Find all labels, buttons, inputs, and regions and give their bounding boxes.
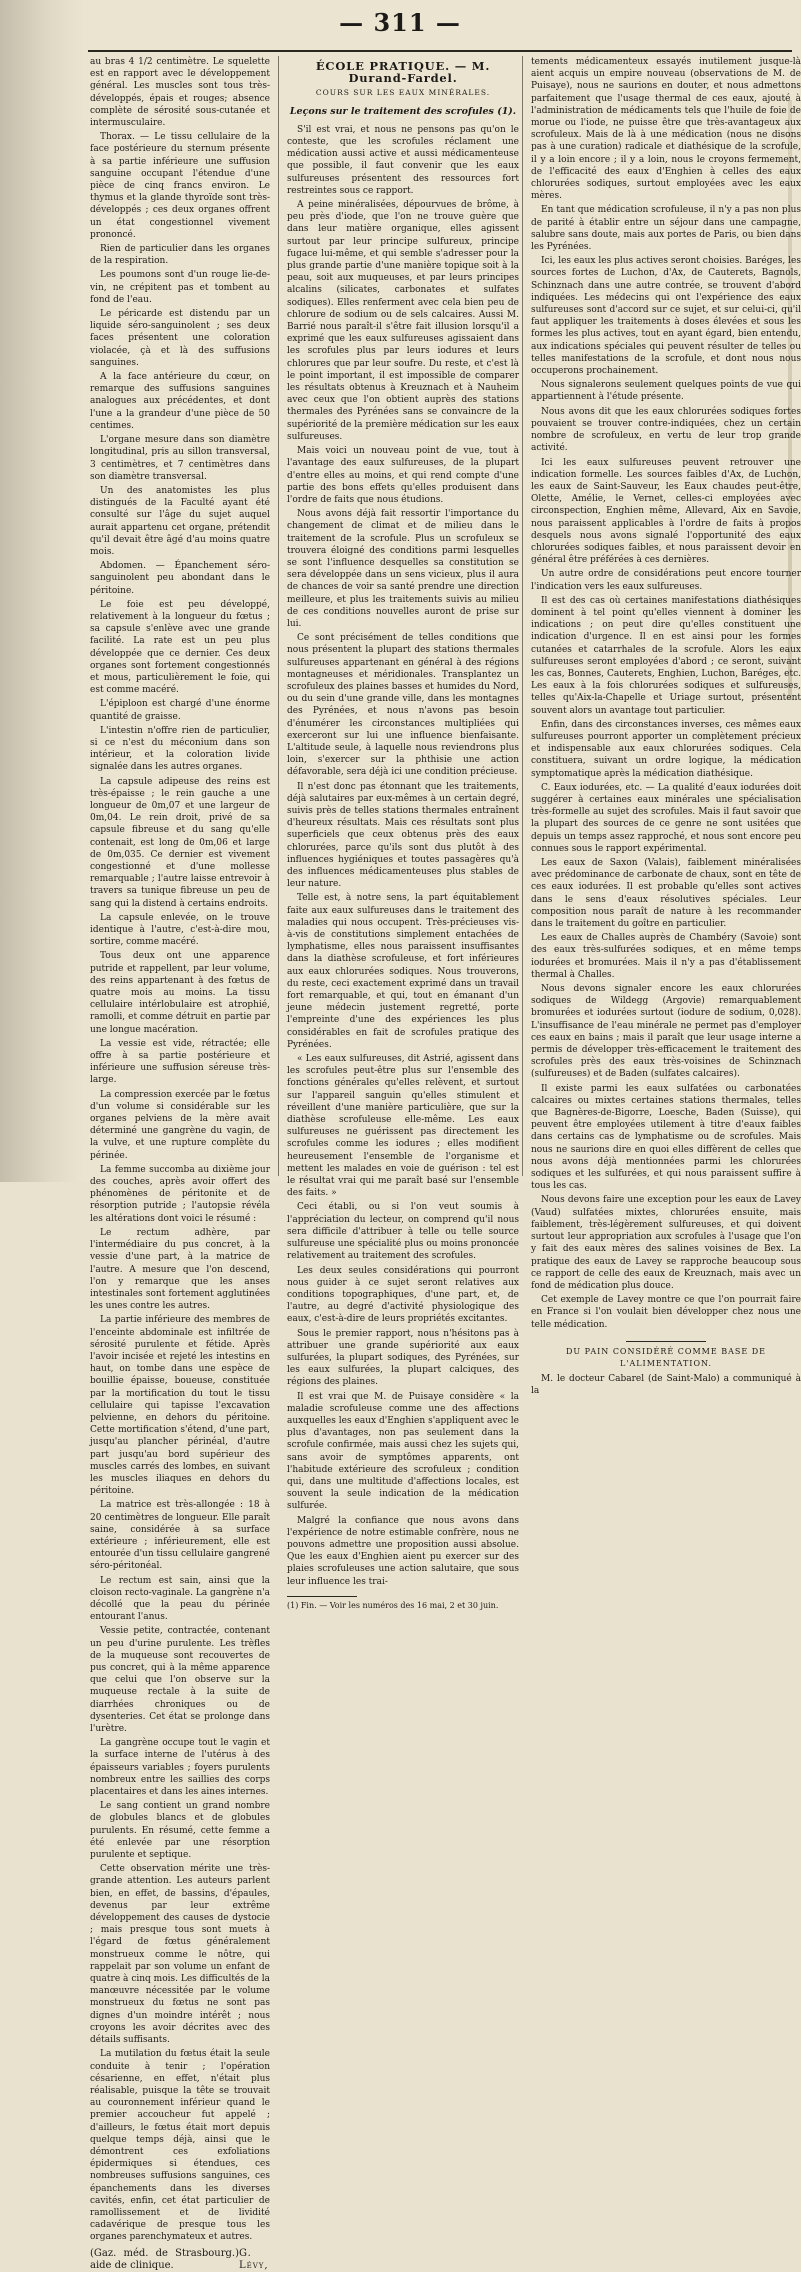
paragraph: Nous signalerons seulement quelques points de vue qui appartiennent à l'étude présente. [531, 380, 801, 403]
paragraph: Les eaux de Saxon (Valais), faiblement minéralisées avec prédominance de carbonate de chaux, sont en tête de ces eaux iodurées. Il est probable qu'elles sont actives dans le sens d'eaux résolutives spéciales. Leur composition nous paraît de nature à les recommander dans le traitement du goître en particulier. [531, 858, 801, 930]
column-left [90, 56, 270, 2271]
paragraph: La capsule enlevée, on le trouve identique à l'autre, c'est-à-dire mou, sortire, comme macéré. [90, 912, 270, 948]
paragraph: La gangrène occupe tout le vagin et la surface interne de l'utérus à des épaisseurs variables ; foyers purulents nombreux entre les saillies des corps placentaires et dans les aines internes. [90, 1738, 270, 1798]
next-section-title: DU PAIN CONSIDÉRÉ COMME BASE DE L'ALIMENTATION. [565, 1346, 767, 1368]
section-title: ÉCOLE PRATIQUE. — M. Durand-Fardel. [315, 59, 491, 86]
paragraph: Il est vrai que M. de Puisaye considère « la maladie scrofuleuse comme une des affections auxquelles les eaux d'Enghien s'appliquent avec le plus d'avantages, non pas seulement dans la scrofule confirmée, mais aussi chez les sujets qui, sans avoir de symptômes apparents, ont l'habitude extérieure des scrofuleux ; condition qui, dans une multitude d'affections locales, est souvent la seule indication de la médication sulfurée. [287, 1391, 519, 1512]
paragraph: Sous le premier rapport, nous n'hésitons pas à attribuer une grande supériorité aux eaux sulfurées, la plupart sodiques, des Pyrénées, sur les eaux sulfurées, la plupart calciques, des régions des plaines. [287, 1328, 519, 1388]
paragraph: Thorax. — Le tissu cellulaire de la face postérieure du sternum présente à sa partie inférieure une suffusion sanguine occupant l'étendue d'une pièce de cinq francs environ. Le thymus et la glande thyroïde sont très-développés ; ces deux organes offrent un état congestionnel vivement prononcé. [90, 132, 270, 240]
paragraph: Rien de particulier dans les organes de la respiration. [90, 244, 270, 267]
header-rule [88, 50, 792, 52]
paragraph: L'organe mesure dans son diamètre longitudinal, pris au sillon transversal, 3 centimètres, et 7 centimètres dans son diamètre transversal. [90, 435, 270, 482]
lecture-title: Leçons sur le traitement des scrofules (1). [289, 105, 517, 117]
footnote: (1) Fin. — Voir les numéros des 16 mai, 2 et 30 juin. [287, 1600, 499, 1610]
paragraph: Le sang contient un grand nombre de globules blancs et de globules purulents. En résumé, cette femme a été enlevée par une résorption purulente et septique. [90, 1801, 270, 1861]
paragraph: En tant que médication scrofuleuse, il n'y a pas non plus de parité à établir entre un séjour dans une campagne, salubre sans doute, mais aux portes de Paris, ou bien dans les Pyrénées. [531, 205, 801, 253]
paragraph: Le foie est peu développé, relativement à la longueur du fœtus ; sa capsule s'enlève avec une grande facilité. La rate est un peu plus développée que ce dernier. Ces deux organes sont fortement congestionnés et mous, particulièrement le foie, qui est comme macéré. [90, 599, 270, 696]
paragraph: Abdomen. — Épanchement séro-sanguinolent peu abondant dans le péritoine. [90, 561, 270, 596]
paragraph: Ce sont précisément de telles conditions que nous présentent la plupart des stations thermales sulfureuses appartenant en général à des régions montagneuses et méridionales. Transplantez un scrofuleux des plaines basses et humides du Nord, ou du sein d'une grande ville, dans les montagnes des Pyrénées, et nous n'avons pas besoin d'énumérer les circonstances multipliées qui exerceront sur lui une influence bienfaisante. L'altitude seule, à laquelle nous reviendrons plus loin, s'exercer sur la phthisie une action défavorable, sera déjà ici une condition précieuse. [287, 633, 519, 778]
paragraph: Tous deux ont une apparence putride et rappellent, par leur volume, des reins appartenant à des fœtus de quatre mois au moins. La tissu cellulaire intérlobulaire est atrophié, ramolli, et comme détruit en partie par une longue macération. [90, 951, 270, 1035]
column-middle [278, 56, 519, 1610]
paragraph: A peine minéralisées, dépourvues de brôme, à peu près d'iode, que l'on ne trouve guère que dans leur matière organique, elles agissent surtout par leur principe sulfureux, principe fugace lui-même, et qui semble s'adresser pour la plus grande partie d'une manière topique soit à la peau, soit aux muqueuses, et par leurs principes alcalins (silicates, carbonates et sulfates sodiques). Elles renferment avec cela bien peu de chlorure de sodium ou de sels calcaires. Aussi M. Barrié nous paraît-il s'être fait illusion lorsqu'il a exprimé que les eaux sulfureuses agissaient dans les scrofules plus par leurs iodures et leurs chlorures que par leur soufre. Du reste, et c'est là le point important, il est impossible de comparer les résultats obtenus à Kreuznach et à Nauheim avec ceux que l'on obtient auprès des stations thermales des Pyrénées sans se convaincre de la supériorité de la première médication sur les eaux sulfureuses. [287, 200, 519, 442]
column-right-body [531, 56, 801, 1331]
paragraph: L'épiploon est chargé d'une énorme quantité de graisse. [90, 699, 270, 722]
paragraph: L'intestin n'offre rien de particulier, si ce n'est du méconium dans son intérieur, et la coloration livide signalée dans les autres organes. [90, 725, 270, 773]
paragraph: Ici les eaux sulfureuses peuvent retrouver une indication formelle. Les sources faibles d'Ax, de Luchon, les eaux de Saint-Sauveur, les Eaux chaudes peut-être, Olette, Amélie, le Vernet, celles-ci employées avec circonspection, Enghien même, Allevard, Aix en Savoie, nous paraissent applicables à l'ordre de faits à propos desquels nous avons signalé l'opportunité des eaux chlorurées sodiques faibles, et nous paraissent devoir en général être préférées à ces dernières. [531, 457, 801, 566]
paragraph: Un autre ordre de considérations peut encore tourner l'indication vers les eaux sulfureuses. [531, 569, 801, 592]
paragraph: Il n'est donc pas étonnant que les traitements, déjà salutaires par eux-mêmes à un certain degré, suivis près de telles stations thermales entraînent d'heureux résultats. Mais ces résultats sont plus superficiels que ceux obtenus près des eaux chlorurées, parce qu'ils sont dus plutôt à des influences hygiéniques et toutes passagères qu'à des influences médicamenteuses plus stables de leur nature. [287, 781, 519, 890]
paragraph: Le péricarde est distendu par un liquide séro-sanguinolent ; ses deux faces présentent une coloration violacée, çà et là des suffusions sanguines. [90, 309, 270, 368]
section-divider [626, 1341, 706, 1342]
paragraph: La partie inférieure des membres de l'enceinte abdominale est infiltrée de sérosité purulente et fétide. Après l'avoir incisée et rejeté les intestins en haut, on tombe dans une espèce de bouillie épaisse, boueuse, constituée par la mortification du tout le tissu cellulaire qui tapisse l'excavation pelvienne, en dehors du péritoine. Cette mortification s'étend, d'une part, jusqu'au plancher périnéal, d'autre part jusqu'au bord supérieur des muscles carrés des lombes, en suivant les muscles iliaques en dehors du péritoine. [90, 1315, 270, 1497]
paragraph: La capsule adipeuse des reins est très-épaisse ; le rein gauche a une longueur de 0m,07 et une largeur de 0m,04. Le rein droit, privé de sa capsule fibreuse et du sang qu'elle contenait, est long de 0m,06 et large de 0m,035. Ce dernier est vivement congestionné et d'une mollesse remarquable ; l'autre laisse entrevoir à travers sa tunique fibreuse un peu de sang qui la distend à certains endroits. [90, 776, 270, 909]
paragraph: Il est des cas où certaines manifestations diathésiques dominent à tel point qu'elles viennent à dominer les indications ; on peut dire qu'elles constituent une indication d'urgence. Il en est ainsi pour les formes cutanées et catarrhales de la scrofule. Alors les eaux sulfureuses seront employées d'abord ; ce seront, suivant les cas, Bonnes, Cauterets, Enghien, Luchon, Baréges, etc. Les eaux à la fois chlorurées sodiques et sulfureuses, telles qu'Aix-la-Chapelle et Uriage surtout, présentent souvent alors un avantage tout particulier. [531, 595, 801, 716]
page-number: — 311 — [339, 8, 461, 37]
paragraph: Les poumons sont d'un rouge lie-de-vin, ne crépitent pas et tombent au fond de l'eau. [90, 270, 270, 305]
paragraph: Nous devons faire une exception pour les eaux de Lavey (Vaud) sulfatées mixtes, chlorurées ensuite, mais faiblement, très-légèrement sulfureuses, et qui doivent surtout leur appropriation aux scrofules à l'usage que l'on y fait des eaux mères des salines voisines de Bex. La pratique des eaux de Lavey se rapproche beaucoup sous ce rapport de celle des eaux de Kreuznach, mais avec un fond de médication plus douce. [531, 1195, 801, 1291]
signature-line [90, 2248, 270, 2272]
paragraph: Ici, les eaux les plus actives seront choisies. Baréges, les sources fortes de Luchon, d'Ax, de Cauterets, Bagnols, Schinznach dans une autre contrée, se trouvent d'abord indiquées. Les médecins qui ont l'expérience des eaux sulfureuses sont d'accord sur ce sujet, et sur celui-ci, qu'il faut appliquer les traitements à doses élevées et sous les formes les plus actives, tout en ayant égard, bien entendu, aux indications spéciales qui peuvent résulter de telles ou telles manifestations de la scrofule, et dont nous nous occuperons prochainement. [531, 256, 801, 377]
paragraph: La femme succomba au dixième jour des couches, après avoir offert des phénomènes de péritonite et de résorption putride ; l'autopsie révéla les altérations dont voici le résumé : [90, 1164, 270, 1224]
paragraph: Cette observation mérite une très-grande attention. Les auteurs parlent bien, en effet, de bassins, d'épaules, devenus par leur extrême développement des causes de dystocie ; mais presque tous sont muets à l'égard de fœtus généralement monstrueux comme le nôtre, qui rappelait par son volume un enfant de quatre à cinq mois. Les difficultés de la manœuvre nécessitée par le volume monstrueux du fœtus ne sont pas dignes d'un moindre intérêt ; nous croyons les avoir décrites avec des détails suffisants. [90, 1864, 270, 2046]
paragraph: tements médicamenteux essayés inutilement jusque-là aient acquis un empire nouveau (observations de M. de Puisaye), nous ne saurions en douter, et nous admettons parfaitement que l'usage thermal de ces eaux, ajouté à l'administration de médicaments tels que l'huile de foie de morue ou l'iode, ne puisse être que très-avantageux aux scrofuleux. Mais de là à une médication (nous ne disons pas à une curation) radicale et diathésique de la scrofule, il y a loin encore ; il y a loin, nous le croyons fermement, de l'efficacité des eaux d'Enghien à celles des eaux chlorurées sodiques, surtout employées avec les eaux mères. [531, 57, 801, 202]
paragraph: Malgré la confiance que nous avons dans l'expérience de notre estimable confrère, nous ne pouvons admettre une proposition aussi absolue. Que les eaux d'Enghien aient pu exercer sur des plaies scrofuleuses une action salutaire, que sous leur influence les trai- [287, 1515, 519, 1587]
paragraph: La matrice est très-allongée : 18 à 20 centimètres de longueur. Elle paraît saine, considérée à sa surface extérieure ; inférieurement, elle est entourée d'un tissu cellulaire gangrené séro-péritonéal. [90, 1500, 270, 1572]
footnote-rule [287, 1596, 357, 1597]
paragraph: Les eaux de Challes auprès de Chambéry (Savoie) sont des eaux très-sulfurées sodiques, et en même temps iodurées et bromurées. Mais il n'y a pas d'établissement thermal à Challes. [531, 933, 801, 980]
paragraph: Enfin, dans des circonstances inverses, ces mêmes eaux sulfureuses pourront apporter un complètement précieux et indispensable aux eaux chlorurées sodiques. Cela constituera, suivant un ordre logique, la médication symptomatique après la médication diathésique. [531, 719, 801, 779]
paragraph: Telle est, à notre sens, la part équitablement faite aux eaux sulfureuses dans le traitement des maladies qui nous occupent. Très-précieuses vis-à-vis de constitutions simplement entachées de lymphatisme, elles nous paraissent insuffisantes dans la diathèse scrofuleuse, et fort inférieures aux eaux chlorurées sodiques. Nous trouverons, du reste, ceci exactement exprimé dans un travail fort remarquable, et qui, tout en émanant d'un jeune médecin justement regretté, porte l'empreinte d'une des expériences les plus considérables en fait de scrofules pratique des Pyrénées. [287, 893, 519, 1050]
column-right [522, 56, 801, 1397]
paragraph: au bras 4 1/2 centimètre. Le squelette est en rapport avec le développement général. Les muscles sont tous très-développés, épais et rouges; absence complète de sérosité sous-cutanée et intermusculaire. [90, 57, 270, 129]
paragraph: Un des anatomistes les plus distingués de la Faculté ayant été consulté sur l'âge du sujet auquel aurait appartenu cet organe, prétendit qu'il devait être âgé d'au moins quatre mois. [90, 485, 270, 557]
paragraph: A la face antérieure du cœur, on remarque des suffusions sanguines analogues aux précédentes, et dont l'une a la grandeur d'une pièce de 50 centimes. [90, 372, 270, 431]
paragraph: Nous avons déjà fait ressortir l'importance du changement de climat et de milieu dans le traitement de la scrofule. Plus un scrofuleux se trouvera éloigné des conditions parmi lesquelles se sont l'influence desquelles sa constitution se sera développée dans un sens vicieux, plus il aura de chances de voir sa santé prendre une direction meilleure, et plus les traitements suivis au milieu de ces conditions nouvelles auront de prise sur lui. [287, 509, 519, 629]
paragraph: Le rectum est sain, ainsi que la cloison recto-vaginale. La gangrène n'a décollé que la peau du périnée entourant l'anus. [90, 1575, 270, 1623]
binding-shadow [0, 0, 84, 1182]
paragraph: La mutilation du fœtus était la seule conduite à tenir ; l'opération césarienne, en effet, n'était plus réalisable, puisque la tête se trouvait au couronnement inférieur quand le premier accoucheur fut appelé ; d'ailleurs, le fœtus était mort depuis quelque temps déjà, ainsi que le démontrent ces exfoliations épidermiques si étendues, ces nombreuses suffusions sanguines, ces épanchements dans les diverses cavités, enfin, cet état particulier de ramollissement et de lividité cadavérique de presque tous les organes parenchymateux et autres. [90, 2049, 270, 2243]
paragraph: Le rectum adhère, par l'intermédiaire du pus concret, à la vessie d'une part, à la matrice de l'autre. A mesure que l'on descend, l'on y remarque que les anses intestinales sont fortement agglutinées les unes contre les autres. [90, 1227, 270, 1312]
section-subtitle: COURS SUR LES EAUX MINÉRALES. [315, 88, 491, 98]
paragraph: La compression exercée par le fœtus d'un volume si considérable sur les organes pelviens de la mère avait déterminé une gangrène du vagin, de la vulve, et une rupture complète du périnée. [90, 1089, 270, 1161]
paragraph: Il existe parmi les eaux sulfatées ou carbonatées calcaires ou mixtes certaines stations thermales, telles que Bagnères-de-Bigorre, Loesche, Baden (Suisse), qui peuvent être employées utilement à titre d'eaux faibles dans certains cas de lymphatisme ou de scrofules. Mais nous ne saurions dire en quoi elles diffèrent de celles que nous avons déjà mentionnées parmi les chlorurées sodiques et les sulfurées, et qui nous paraissent suffire à tous les cas. [531, 1083, 801, 1192]
author-signature: G. Lévy, [238, 2247, 269, 2271]
paragraph: Cet exemple de Lavey montre ce que l'on pourrait faire en France si l'on voulait bien développer chez nous une telle médication. [531, 1295, 801, 1330]
next-section-start: M. le docteur Cabarel (de Saint-Malo) a communiqué à la [531, 1374, 801, 1397]
paragraph: Ceci établi, ou si l'on veut soumis à l'appréciation du lecteur, on comprend qu'il nous sera difficile d'attribuer à telle ou telle source sulfureuse une spécialité plus ou moins prononcée relativement au traitement des scrofules. [287, 1202, 519, 1262]
page-header [0, 0, 800, 60]
paragraph: Mais voici un nouveau point de vue, tout à l'avantage des eaux sulfureuses, de la plupart d'entre elles au moins, et qui rend compte d'une partie des bons effets qu'elles produisent dans l'ordre de faits que nous étudions. [287, 446, 519, 505]
paragraph: La vessie est vide, rétractée; elle offre à sa partie postérieure et inférieure une suffusion séreuse très-large. [90, 1038, 270, 1086]
column-left-body [90, 56, 270, 2244]
paragraph: C. Eaux iodurées, etc. — La qualité d'eaux iodurées doit suggérer à certaines eaux minérales une spécialisation très-formelle au sujet des scrofules. Mais il faut savoir que la plupart des sources de ce genre ne sont usitées que depuis un temps assez rapproché, et nous sont encore peu connues sous le rapport expérimental. [531, 782, 801, 854]
paragraph: Nous avons dit que les eaux chlorurées sodiques fortes pouvaient se trouver contre-indiquées, chez un certain nombre de scrofuleux, en vertu de leur trop grande activité. [531, 406, 801, 454]
paragraph: S'il est vrai, et nous ne pensons pas qu'on le conteste, que les scrofules réclament une médication aussi active et aussi médicamenteuse que possible, il faut convenir que les eaux sulfureuses présentent des ressources fort restreintes sous ce rapport. [287, 124, 519, 196]
paragraph: Vessie petite, contractée, contenant un peu d'urine purulente. Les trèfles de la muqueuse sont recouvertes de pus concret, qui à la même apparence que celui que l'on observe sur la muqueuse rectale à la suite de diarrhées chroniques ou de dysenteries. Cet état se prolonge dans l'urètre. [90, 1626, 270, 1735]
column-middle-body [287, 124, 519, 1588]
paragraph: Nous devons signaler encore les eaux chlorurées sodiques de Wildegg (Argovie) remarquablement bromurées et iodurées surtout (iodure de sodium, 0,028). L'insuffisance de l'eau minérale ne permet pas d'employer ces eaux en bains ; mais il paraît que leur usage interne a permis de développer très-efficacement le traitement des scrofules près des eaux très-voisines de Schinznach (sulfureuses) et de Baden (sulfates calcaires). [531, 984, 801, 1080]
source-citation: (Gaz. méd. de Strasbourg.) aide de clinique. [90, 2247, 239, 2271]
paragraph: Les deux seules considérations qui pourront nous guider à ce sujet seront relatives aux conditions topographiques, d'une part, et, de l'autre, au degré d'activité physiologique des eaux, c'est-à-dire de leurs propriétés excitantes. [287, 1265, 519, 1325]
paragraph: « Les eaux sulfureuses, dit Astrié, agissent dans les scrofules peut-être plus sur l'ensemble des fonctions générales qu'elles relèvent, et surtout sur l'appareil sanguin qu'elles stimulent et réveillent d'une manière particulière, que sur la diathèse scrofuleuse elle-même. Les eaux sulfureuses ne guérissent pas directement les scrofules comme les iodures ; elles modifient heureusement l'ensemble de l'organisme et mettent les malades en voie de guérison : tel est le résultat vrai qui me paraît basé sur l'ensemble des faits. » [287, 1054, 519, 1199]
